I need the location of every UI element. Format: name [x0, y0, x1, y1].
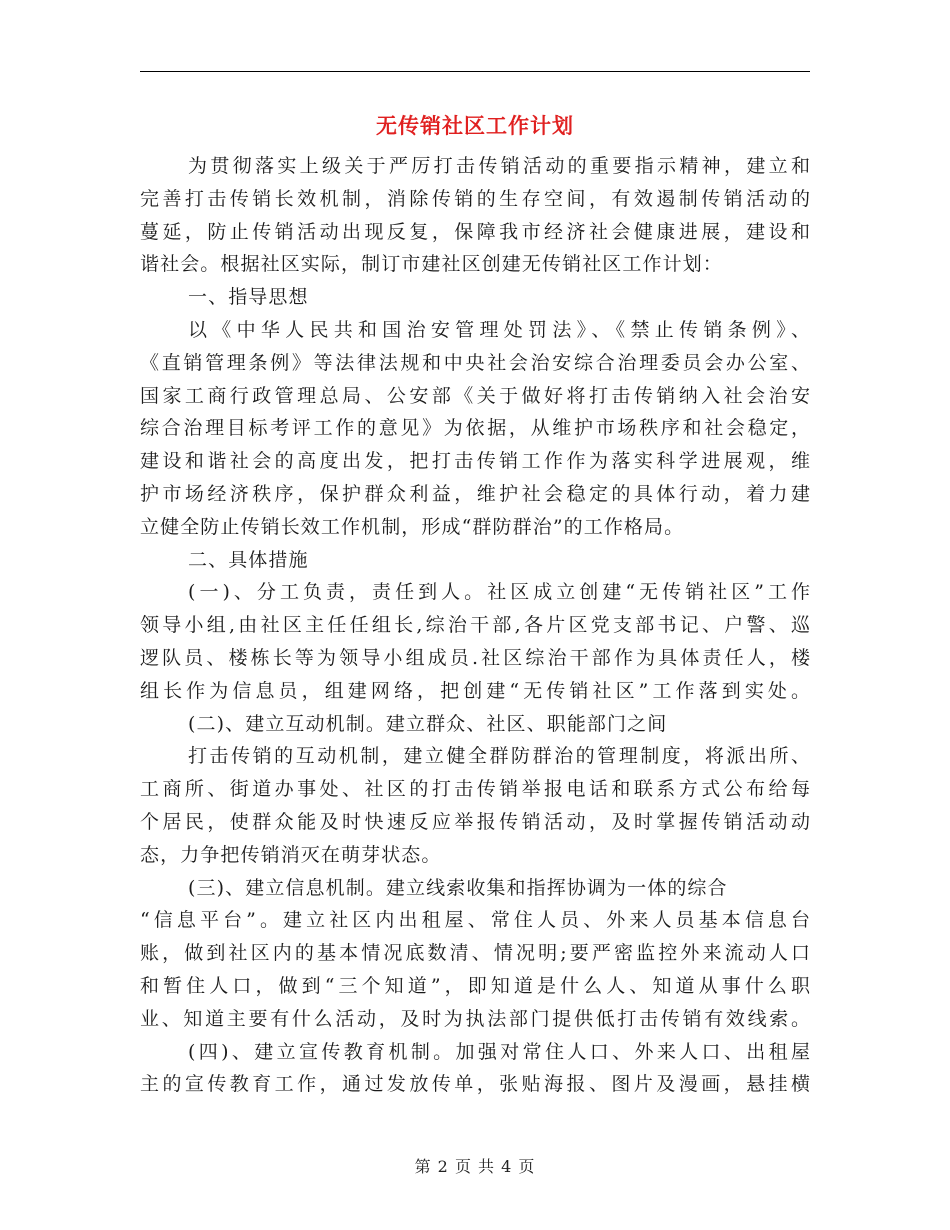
document-body: [140, 150, 810, 1101]
text-line: (三)、建立信息机制。建立线索收集和指挥协调为一体的综合: [188, 876, 728, 899]
text-line: 组长作为信息员，组建网络，把创建“无传销社区”工作落到实处。: [140, 679, 810, 702]
text-line: (一)、分工负责，责任到人。社区成立创建“无传销社区”工作: [188, 581, 810, 604]
text-line: (二)、建立互动机制。建立群众、社区、职能部门之间: [188, 712, 668, 735]
text-line: 谐社会。根据社区实际，制订市建社区创建无传销社区工作计划：: [140, 253, 723, 276]
text-line: 以《中华人民共和国治安管理处罚法》、《禁止传销条例》、: [188, 318, 810, 341]
text-line: 和暂住人口，做到“三个知道”，即知道是什么人、知道从事什么职: [140, 974, 810, 997]
text-line: 业、知道主要有什么活动，及时为执法部门提供低打击传销有效线索。: [140, 1007, 810, 1030]
text-line: 二、具体措施: [188, 548, 309, 571]
text-line: 打击传销的互动机制，建立健全群防群治的管理制度，将派出所、: [188, 745, 810, 768]
text-line: 国家工商行政管理总局、公安部《关于做好将打击传销纳入社会治安: [140, 384, 810, 407]
document-title: 无传销社区工作计划: [376, 113, 574, 138]
text-line: (四)、建立宣传教育机制。加强对常住人口、外来人口、出租屋: [188, 1040, 810, 1063]
text-line: 建设和谐社会的高度出发，把打击传销工作作为落实科学进展观，维: [140, 450, 810, 473]
text-line: 蔓延，防止传销活动出现反复，保障我市经济社会健康进展，建设和: [140, 220, 810, 243]
text-line: 领导小组,由社区主任任组长,综治干部,各片区党支部书记、户警、巡: [140, 614, 810, 637]
text-line: 逻队员、楼栋长等为领导小组成员.社区综治干部作为具体责任人，楼: [140, 646, 810, 669]
text-line: 工商所、街道办事处、社区的打击传销举报电话和联系方式公布给每: [140, 778, 810, 801]
top-rule: [140, 71, 810, 72]
text-line: 个居民，使群众能及时快速反应举报传销活动，及时掌握传销活动动: [140, 810, 810, 833]
text-line: 一、指导思想: [188, 286, 309, 309]
text-line: 账，做到社区内的基本情况底数清、情况明;要严密监控外来流动人口: [140, 942, 810, 965]
text-line: 立健全防止传销长效工作机制，形成“群防群治”的工作格局。: [140, 515, 685, 538]
page-footer: 第 2 页 共 4 页: [414, 1157, 536, 1176]
text-line: 为贯彻落实上级关于严厉打击传销活动的重要指示精神，建立和: [188, 155, 810, 177]
text-line: 综合治理目标考评工作的意见》为依据，从维护市场秩序和社会稳定，: [140, 417, 810, 440]
text-line: 《直销管理条例》等法律法规和中央社会治安综合治理委员会办公室、: [140, 351, 810, 374]
text-line: 态，力争把传销消灭在萌芽状态。: [140, 843, 442, 866]
text-line: “信息平台”。建立社区内出租屋、常住人员、外来人员基本信息台: [140, 909, 810, 932]
text-line: 护市场经济秩序，保护群众利益，维护社会稳定的具体行动，着力建: [140, 482, 810, 505]
text-line: 完善打击传销长效机制，消除传销的生存空间，有效遏制传销活动的: [140, 187, 810, 210]
text-line: 主的宣传教育工作，通过发放传单，张贴海报、图片及漫画，悬挂横: [140, 1073, 810, 1096]
